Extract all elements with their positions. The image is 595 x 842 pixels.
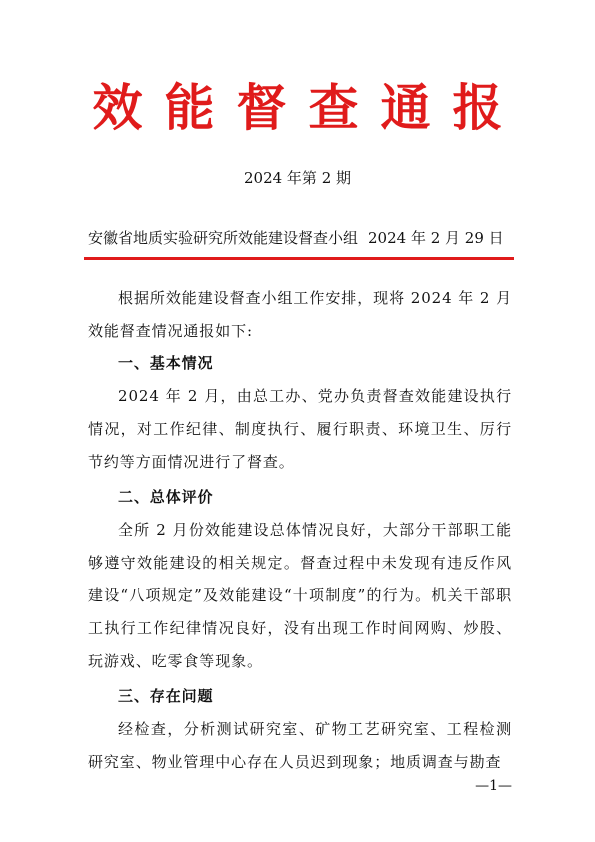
intro-paragraph: 根据所效能建设督查小组工作安排，现将 2024 年 2 月效能督查情况通报如下:: [88, 289, 512, 340]
issuer-name: 安徽省地质实验研究所效能建设督查小组: [88, 229, 359, 247]
section-paragraph-issues: 经检查，分析测试研究室、矿物工艺研究室、工程检测研究室、物业管理中心存在人员迟到现象；地质调查与勘查: [88, 720, 512, 771]
document-body: [88, 282, 512, 779]
issue-date: 2024 年 2 月 29 日: [368, 229, 504, 247]
section-paragraph-evaluation: 全所 2 月份效能建设总体情况良好，大部分干部职工能够遵守效能建设的相关规定。督查过程中未发现有违反作风建设“八项规定”及效能建设“十项制度”的行为。机关干部职工执行工作纪律情况良好，没有出现工作时间网购、炒股、玩游戏、吃零食等现象。: [88, 520, 512, 670]
red-divider-rule: [84, 257, 514, 260]
section-paragraph-basic: 2024 年 2 月，由总工办、党办负责督查效能建设执行情况，对工作纪律、制度执行、履行职责、环境卫生、厉行节约等方面情况进行了督查。: [88, 387, 512, 471]
issue-number: 2024 年第 2 期: [243, 169, 352, 187]
section-heading-issues: 三、存在问题: [118, 687, 214, 706]
section-heading-evaluation: 二、总体评价: [118, 488, 214, 507]
page-number: —1—: [475, 778, 512, 794]
issuer-line: [88, 226, 512, 250]
section-heading-basic: 一、基本情况: [118, 354, 214, 373]
bulletin-masthead: 效能督查通报: [92, 78, 525, 137]
